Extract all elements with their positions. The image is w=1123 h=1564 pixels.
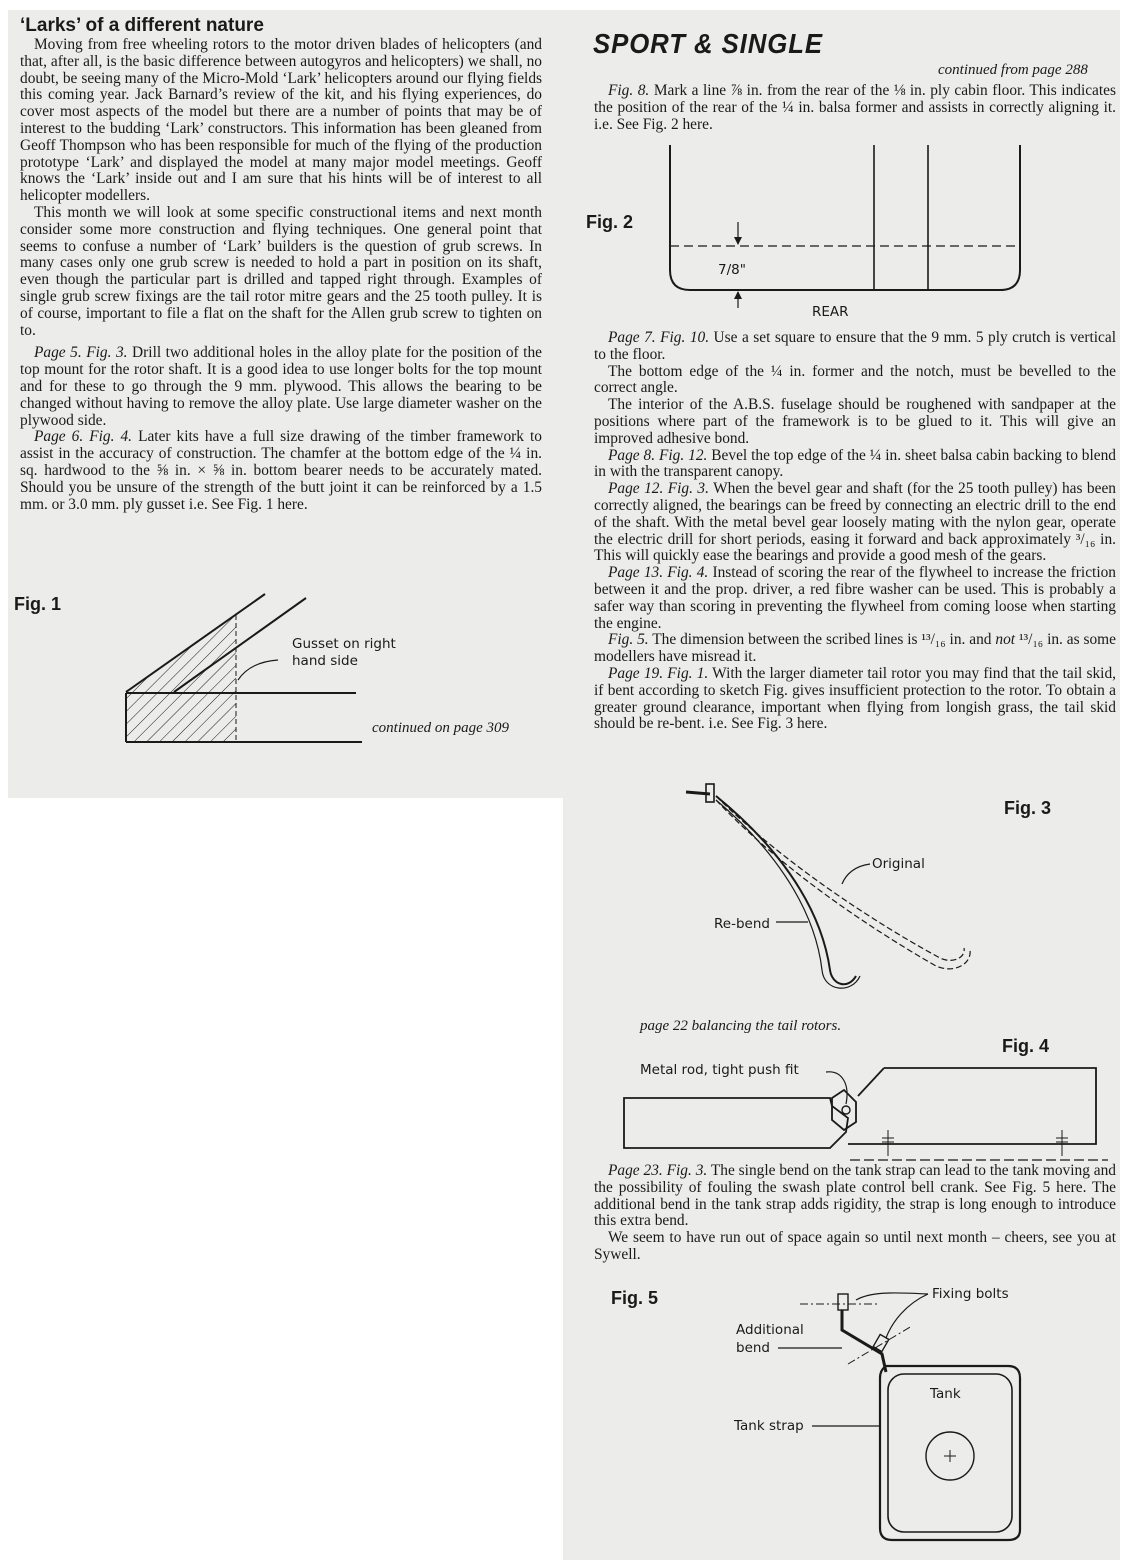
fig4-rod-hole [842,1106,850,1114]
p7-reference: Page 13. Fig. 4. [608,564,709,582]
fig1-label: Fig. 1 [14,594,62,614]
fig5-label: Fig. 5 [611,1288,659,1308]
left-article-column [20,15,542,513]
fig4-hub [832,1090,856,1130]
continued-from-note: continued from page 288 [938,62,1088,78]
fig4-rod-leader [826,1072,847,1104]
para4-text: Later kits have a full size drawing of the timber framework to assist in the accuracy of construction. The chamfer at the bottom edge of the ¼ in. sq. hardwood to the ⅝ in. × ⅝ in. bottom bearer needs to be accurately mated. Should you be unsure of the strength of the butt joint it can be reinforced by a 1.5 mm. or 3.0 mm. ply gusset i.e. See Fig. 1 here. [20,428,542,513]
fig2-label: Fig. 2 [586,212,634,232]
p8-text-a: The dimension between the scribed lines is ¹³/₁₆ in. and [652,631,992,649]
fig5-additional-line2: bend [736,1340,771,1356]
p8-not: not [995,631,1016,649]
p10-reference: Page 23. Fig. 3. [608,1162,708,1179]
fig5-strap-label: Tank strap [734,1418,804,1434]
fig2-rear-label: REAR [812,304,849,320]
p5-text: Bevel the top edge of the ¼ in. sheet balsa cabin backing to blend in with the transparent canopy. [594,446,1116,481]
p2-text: Use a set square to ensure that the 9 mm. 5 ply crutch is vertical to the floor. [594,329,1116,363]
fig3-original-skid [716,796,964,960]
p3-text: The bottom edge of the ¼ in. former and the notch, must be bevelled to the correct angle. [594,362,1116,397]
p7-text: Instead of scoring the rear of the flywheel to increase the friction between it and the prop. driver, a red fibre washer can be used. This is probably a safer way than scoring in preventing the flywheel from coming loose when starting the engine. [594,564,1116,632]
fig3-label: Fig. 3 [1004,798,1052,818]
fig5-additional-line1: Additional [736,1322,804,1338]
fig3-rebend-skid-inner [716,800,860,988]
para4-reference: Page 6. Fig. 4. [34,428,133,446]
fig3-original-leader [842,864,870,884]
column-banner: SPORT & SINGLE [593,28,823,59]
fig4-rotor-blade-right [848,1068,1096,1144]
p2-reference: Page 7. Fig. 10. [608,329,710,346]
fig2-cabin-floor-diagram [640,140,1060,320]
fig4-caption: page 22 balancing the tail rotors. [640,1018,842,1034]
right-intro-text [594,83,1116,133]
fig5-strap-bend [842,1310,886,1372]
fig5-fixing-label: Fixing bolts [932,1286,1009,1302]
p11-text: We seem to have run out of space again so until next month – cheers, see you at Sywell. [594,1229,1116,1263]
fig5-tank-strap-diagram [730,1282,1070,1542]
para3-reference: Page 5. Fig. 3. [34,344,128,362]
left-paragraph-1: Moving from free wheeling rotors to the motor driven blades of helicopters (and that, after all, is the basic difference between autogyros and helicopters) we shall, no doubt, be seeing many of the Micro-Mold ‘Lark’ helicopters around our flying fields this coming year. Jack Barnard’s review of the kit, and his flying experiences, do cover most aspects of the model but there are a number of points that may be of interest to the budding ‘Lark’ constructors. This information has been gleaned from Geoff Thompson who has been responsible for much of the flying of the production prototype ‘Lark’ and displayed the model at many major model meetings. Geoff knows the ‘Lark’ inside out and I am sure that his hints will be of interest to all helicopter modellers. [20,36,542,205]
p6-text: When the bevel gear and shaft (for the 25 tooth pulley) has been correctly aligned, the bearings can be freed by connecting an electric drill to the end of the shaft. With the metal bevel gear loosely mating with the nylon gear, operate the electric drill for short periods, easing it forward and back approximately ³/₁₆ in. This will quickly ease the bearings and provide a good mesh of the gears. [594,480,1116,565]
p9-reference: Page 19. Fig. 1. [608,664,709,682]
p1-reference: Fig. 8. [608,82,650,99]
fig1-note-line1: Gusset on right [292,636,396,652]
left-paragraph-3 [20,345,542,429]
para3-text: Drill two additional holes in the alloy plate for the position of the top mount for the rotor shaft. It is a good idea to use longer bolts for the top mount and for these to go through the 9 mm. plywood. This allows the bearing to be changed without having to remove the alloy plate. Use large diameter washer on the plywood side. [20,344,542,429]
continued-on-note: continued on page 309 [372,720,510,736]
fig3-rebend-label: Re-bend [714,916,770,932]
p5-reference: Page 8. Fig. 12. [608,446,708,464]
fig1-note-line2: hand side [292,653,358,669]
article-heading: ‘Larks’ of a different nature [20,15,264,36]
fig1-leader-line [238,660,278,680]
p9-text: With the larger diameter tail rotor you may find that the tail skid, if bent according to sketch Fig. gives insufficient protection to the rotor. To obtain a greater ground clearance, important when flying from longish grass, the tail skid should be re-bent. i.e. See Fig. 3 here. [594,664,1116,733]
fig2-dimension: 7/8" [718,262,746,278]
right-closing-text [594,1163,1116,1264]
fig3-original-skid-inner [716,800,970,969]
fig3-rebend-skid [716,796,856,984]
fig5-tank-label: Tank [930,1386,961,1402]
fig5-fixing-leader [856,1293,928,1300]
fig1-hatched-gusset [126,615,236,742]
fig5-fixing-bolt-top [838,1294,848,1310]
p10-text: The single bend on the tank strap can lead to the tank moving and the possibility of fouling the swash plate control bell crank. See Fig. 5 here. The additional bend in the tank strap adds rigidity, the strap is long enough to introduce this extra bend. [594,1162,1117,1230]
fig4-rotor-blade-left [624,1098,848,1148]
fig4-rod-label: Metal rod, tight push fit [640,1062,799,1078]
p1-text: Mark a line ⅞ in. from the rear of the ⅛ in. ply cabin floor. This indicates the position of the rear of the ¼ in. balsa former and assists in correctly aligning it. i.e. See Fig. 2 here. [594,82,1116,133]
fig3-original-label: Original [872,856,925,872]
right-main-text [594,330,1116,733]
fig4-tail-rotor-diagram [620,1056,1110,1166]
left-paragraph-2: This month we will look at some specific constructional items and next month consider some more construction and flying techniques. One general point that seems to confuse a number of ‘Lark’ builders is the question of grub screws. In many cases only one grub screw is needed to hold a part in position on its shaft, even though the particular part is drilled and tapped right through. Examples of single grub screw fixings are the tail rotor mitre gears and the 25 tooth pulley. It is of course, important to file a flat on the shaft for the Allen grub screw to tighten on to. [20,203,542,339]
fig3-tail-skid-diagram [680,780,980,1000]
p8-text-b: ¹³/₁₆ in. as some modellers have misread it. [594,631,1116,666]
fig4-label: Fig. 4 [1002,1036,1050,1056]
p8-reference: Fig. 5. [608,631,649,649]
fig1-gusset-diagram [110,600,396,750]
p4-text: The interior of the A.B.S. fuselage should be roughened with sandpaper at the positions where part of the framework is to be glued to it. This will give an improved adhesive bond. [594,396,1116,447]
p6-reference: Page 12. Fig. 3. [608,480,709,498]
left-paragraph-4 [20,429,542,513]
